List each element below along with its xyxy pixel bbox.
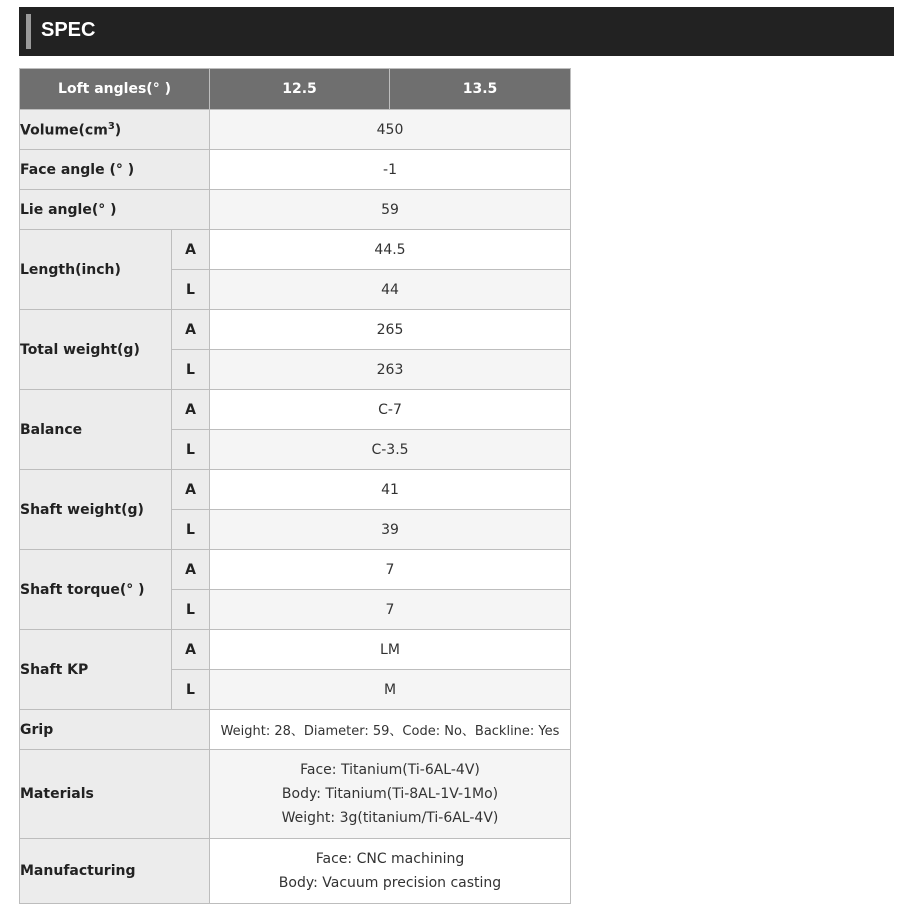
total-weight-a-value: 265 [210, 310, 571, 350]
table-row-total-weight-a [20, 310, 571, 350]
shaft-torque-a-value: 7 [210, 550, 571, 590]
table-row-materials [20, 750, 571, 839]
table-row-manufacturing [20, 839, 571, 904]
shaft-kp-label: Shaft KP [20, 630, 172, 710]
shaft-weight-a-label: A [172, 470, 210, 510]
table-header-row [20, 69, 571, 110]
table-row-shaft-weight-a [20, 470, 571, 510]
materials-line-body: Body: Titanium(Ti-8AL-1V-1Mo) [281, 786, 499, 802]
face-angle-label: Face angle (° ) [20, 150, 210, 190]
total-weight-l-value: 263 [210, 350, 571, 390]
total-weight-a-label: A [172, 310, 210, 350]
shaft-torque-l-value: 7 [210, 590, 571, 630]
header-accent-bar [26, 14, 31, 49]
balance-a-value: C-7 [210, 390, 571, 430]
balance-a-label: A [172, 390, 210, 430]
table-row-lie-angle [20, 190, 571, 230]
table-row-balance-a [20, 390, 571, 430]
table-row-length-a [20, 230, 571, 270]
balance-l-value: C-3.5 [210, 430, 571, 470]
materials-line-face: Face: Titanium(Ti-6AL-4V) [300, 762, 480, 778]
volume-label: $Volume(cm^3)$ [20, 110, 210, 150]
balance-label: Balance [20, 390, 172, 470]
section-title: SPEC [41, 19, 96, 41]
shaft-weight-label: Shaft weight(g) [20, 470, 172, 550]
manufacturing-label: Manufacturing [20, 839, 210, 904]
spec-table [19, 68, 571, 904]
header-loft-12-5: 12.5 [210, 69, 390, 110]
lie-angle-value: 59 [210, 190, 571, 230]
materials-value [210, 750, 571, 839]
total-weight-l-label: L [172, 350, 210, 390]
length-a-value: 44.5 [210, 230, 571, 270]
table-row-shaft-torque-a [20, 550, 571, 590]
table-row-grip [20, 710, 571, 750]
length-label: Length(inch) [20, 230, 172, 310]
shaft-torque-label: Shaft torque(° ) [20, 550, 172, 630]
shaft-torque-l-label: L [172, 590, 210, 630]
section-header [19, 7, 894, 56]
length-a-label: A [172, 230, 210, 270]
volume-value: 450 [210, 110, 571, 150]
header-loft-13-5: 13.5 [390, 69, 571, 110]
header-loft-label: Loft angles(° ) [20, 69, 210, 110]
length-l-value: 44 [210, 270, 571, 310]
shaft-weight-l-label: L [172, 510, 210, 550]
length-l-label: L [172, 270, 210, 310]
balance-l-label: L [172, 430, 210, 470]
shaft-torque-a-label: A [172, 550, 210, 590]
shaft-weight-l-value: 39 [210, 510, 571, 550]
manufacturing-line-body: Body: Vacuum precision casting [278, 875, 502, 891]
manufacturing-line-face: Face: CNC machining [315, 851, 465, 867]
manufacturing-value [210, 839, 571, 904]
shaft-kp-a-label: A [172, 630, 210, 670]
shaft-weight-a-value: 41 [210, 470, 571, 510]
total-weight-label: Total weight(g) [20, 310, 172, 390]
face-angle-value: -1 [210, 150, 571, 190]
lie-angle-label: Lie angle(° ) [20, 190, 210, 230]
materials-label: Materials [20, 750, 210, 839]
table-row-face-angle [20, 150, 571, 190]
shaft-kp-l-label: L [172, 670, 210, 710]
grip-value: Weight: 28、Diameter: 59、Code: No、Backline: Yes [210, 710, 571, 750]
grip-label: Grip [20, 710, 210, 750]
shaft-kp-l-value: M [210, 670, 571, 710]
materials-line-weight: Weight: 3g(titanium/Ti-6AL-4V) [281, 810, 499, 826]
table-row-shaft-kp-a [20, 630, 571, 670]
shaft-kp-a-value: LM [210, 630, 571, 670]
table-row-volume [20, 110, 571, 150]
